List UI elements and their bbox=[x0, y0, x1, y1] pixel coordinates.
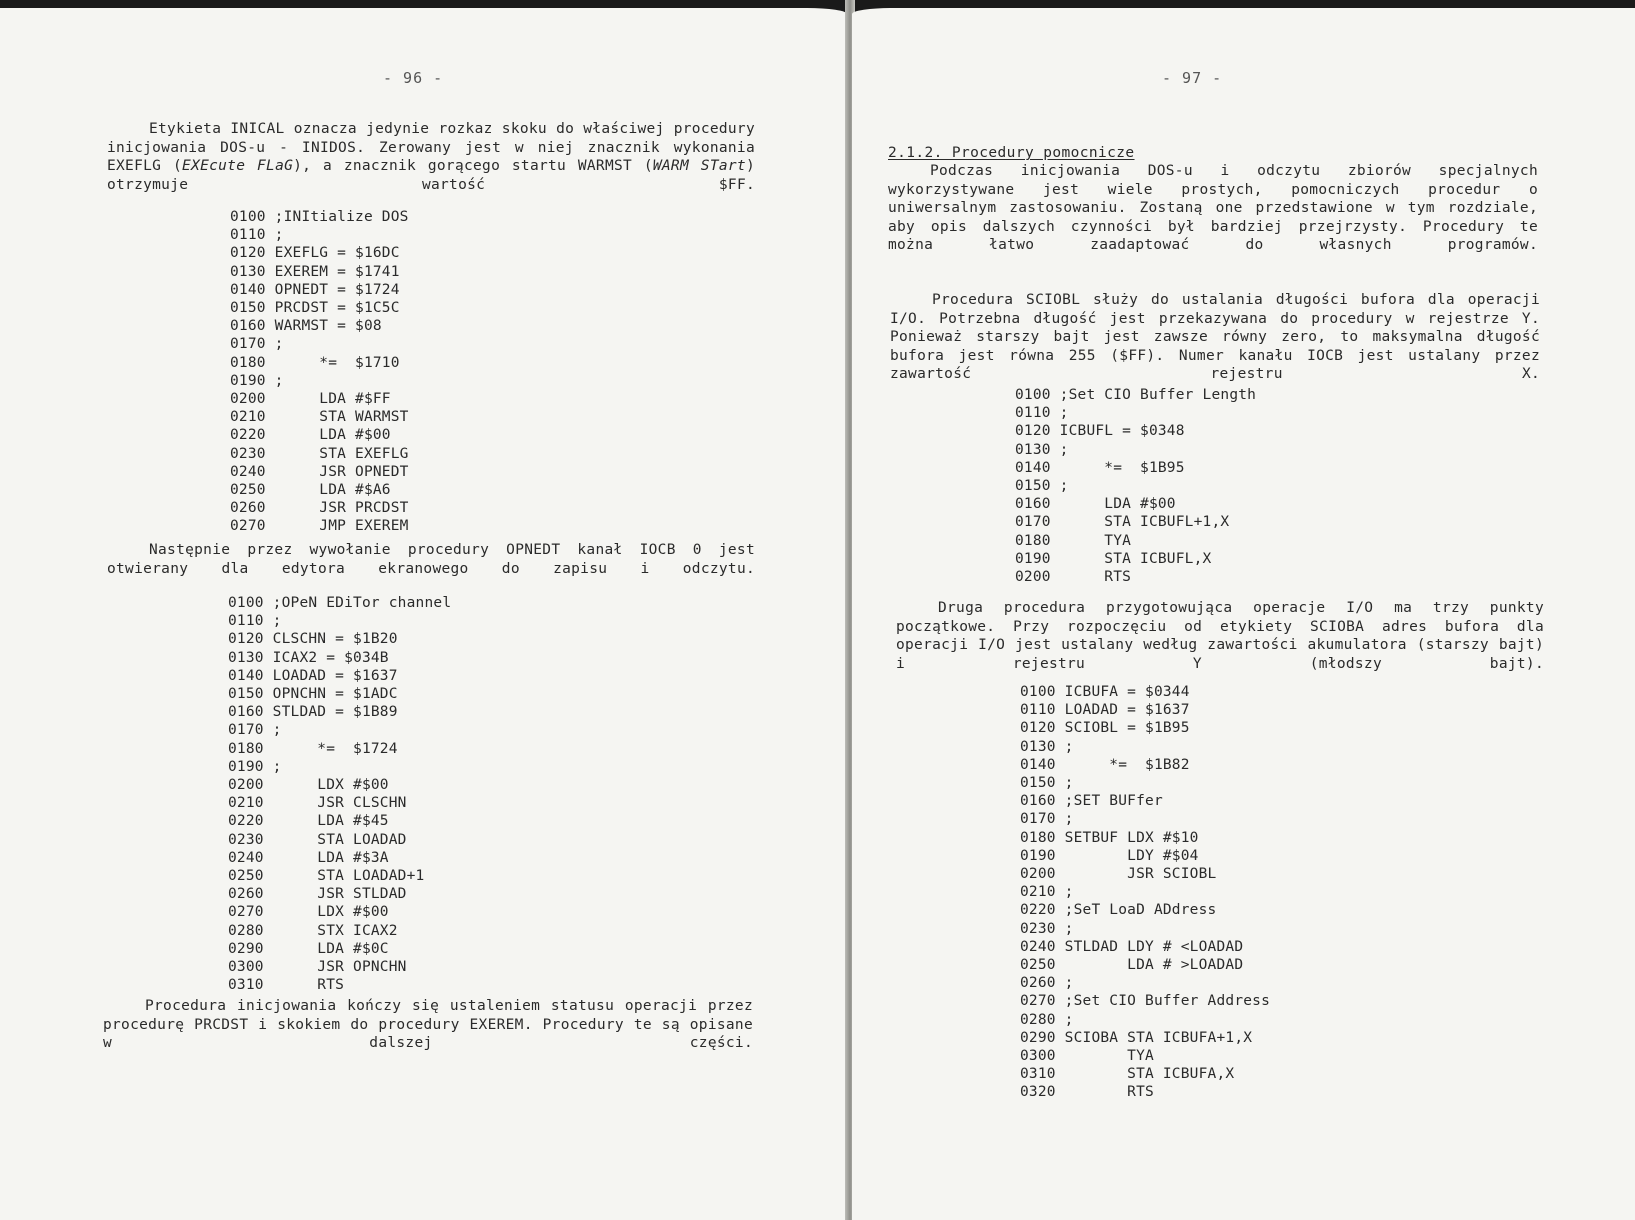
code-line: 0240 LDA #$3A bbox=[228, 849, 389, 866]
page-number-96: - 96 - bbox=[383, 69, 444, 87]
mid-text: Następnie przez wywołanie procedury OPNEDT kanał IOCB 0 jest otwierany dla edytora ekranowego do zapisu i odczytu. bbox=[107, 542, 755, 577]
code-line: 0270 LDX #$00 bbox=[228, 904, 389, 921]
code-line: 0280 ; bbox=[1020, 1011, 1074, 1028]
code-line: 0180 *= $1724 bbox=[228, 740, 398, 757]
code-line: 0140 OPNEDT = $1724 bbox=[230, 281, 400, 298]
code-line: 0270 JMP EXEREM bbox=[230, 518, 409, 535]
code-line: 0180 SETBUF LDX #$10 bbox=[1020, 829, 1199, 846]
mid-paragraph bbox=[107, 541, 755, 578]
code-line: 0130 ; bbox=[1020, 738, 1074, 755]
intro-emphasis-1: EXEcute FLaG bbox=[182, 158, 294, 175]
code-line: 0150 OPNCHN = $1ADC bbox=[228, 686, 398, 703]
code-line: 0310 RTS bbox=[228, 977, 345, 994]
code-line: 0260 ; bbox=[1020, 975, 1074, 992]
code-line: 0160 STLDAD = $1B89 bbox=[228, 704, 398, 721]
code-line: 0260 JSR STLDAD bbox=[228, 886, 407, 903]
code-line: 0200 JSR SCIOBL bbox=[1020, 866, 1217, 883]
code-line: 0130 ; bbox=[1015, 441, 1069, 458]
code-listing-open-editor bbox=[228, 594, 451, 994]
para1-text: Podczas inicjowania DOS-u i odczytu zbiorów specjalnych wykorzystywane jest wiele prostych, pomocniczych procedur o uniwersalnym zastosowaniu. Zostaną one przedstawione w tym rozdziale, aby opis dalszych czynności był bardziej przejrzysty. Procedury te można łatwo zaadaptować do własnych programów. bbox=[888, 163, 1538, 254]
code-line: 0100 ICBUFA = $0344 bbox=[1020, 684, 1190, 700]
code-line: 0230 ; bbox=[1020, 920, 1074, 937]
code-line: 0140 *= $1B82 bbox=[1020, 756, 1190, 773]
code-line: 0120 CLSCHN = $1B20 bbox=[228, 631, 398, 648]
code-line: 0120 EXEFLG = $16DC bbox=[230, 245, 400, 262]
code-listing-set-buffer bbox=[1020, 683, 1270, 1102]
code-line: 0300 JSR OPNCHN bbox=[228, 959, 407, 976]
code-line: 0230 STA EXEFLG bbox=[230, 445, 409, 462]
code-listing-set-cio-buffer-length bbox=[1015, 386, 1256, 586]
code-line: 0250 STA LOADAD+1 bbox=[228, 868, 425, 885]
page-number-97: - 97 - bbox=[1162, 69, 1223, 87]
intro-paragraph bbox=[107, 120, 755, 194]
code-line: 0180 *= $1710 bbox=[230, 354, 400, 371]
paragraph-procedures-intro bbox=[888, 162, 1538, 255]
intro-emphasis-2: WARM STart bbox=[652, 158, 746, 175]
code-line: 0290 LDA #$0C bbox=[228, 940, 389, 957]
code-line: 0170 ; bbox=[230, 336, 284, 353]
code-line: 0170 ; bbox=[1020, 811, 1074, 828]
code-line: 0140 LOADAD = $1637 bbox=[228, 667, 398, 684]
code-line: 0220 LDA #$00 bbox=[230, 427, 391, 444]
code-line: 0160 LDA #$00 bbox=[1015, 496, 1176, 513]
code-line: 0110 ; bbox=[230, 227, 284, 244]
code-listing-initialize-dos bbox=[230, 208, 409, 536]
code-line: 0100 ;OPeN EDiTor channel bbox=[228, 595, 452, 611]
code-line: 0220 ;SeT LoaD ADdress bbox=[1020, 902, 1217, 919]
code-line: 0250 LDA # >LOADAD bbox=[1020, 957, 1244, 974]
code-line: 0320 RTS bbox=[1020, 1084, 1154, 1101]
code-line: 0100 ;INItialize DOS bbox=[230, 209, 409, 225]
code-line: 0270 ;Set CIO Buffer Address bbox=[1020, 993, 1271, 1010]
code-line: 0200 RTS bbox=[1015, 569, 1132, 586]
section-heading: 2.1.2. Procedury pomocnicze bbox=[888, 145, 1135, 161]
code-line: 0210 STA WARMST bbox=[230, 409, 409, 426]
intro-text-2: ), a znacznik gorącego startu WARMST ( bbox=[293, 158, 653, 175]
code-line: 0220 LDA #$45 bbox=[228, 813, 389, 830]
code-line: 0150 ; bbox=[1015, 478, 1069, 495]
code-line: 0130 EXEREM = $1741 bbox=[230, 263, 400, 280]
code-line: 0240 JSR OPNEDT bbox=[230, 463, 409, 480]
code-line: 0120 ICBUFL = $0348 bbox=[1015, 423, 1185, 440]
code-line: 0130 ICAX2 = $034B bbox=[228, 649, 389, 666]
end-text: Procedura inicjowania kończy się ustaleniem statusu operacji przez procedurę PRCDST i skokiem do procedury EXEREM. Procedury te są opisane w dalszej części. bbox=[103, 998, 753, 1052]
end-paragraph bbox=[103, 997, 753, 1053]
code-line: 0310 STA ICBUFA,X bbox=[1020, 1066, 1235, 1083]
code-line: 0190 ; bbox=[228, 758, 282, 775]
code-line: 0300 TYA bbox=[1020, 1048, 1154, 1065]
code-line: 0250 LDA #$A6 bbox=[230, 482, 391, 499]
intro-text-3: ) otrzymuje wartość $FF. bbox=[107, 158, 755, 193]
intro-text-1: Etykieta INICAL oznacza jedynie rozkaz skoku do właściwej procedury inicjowania DOS-u - INIDOS. Zerowany jest w niej znacznik wykonania EXEFLG ( bbox=[107, 121, 755, 175]
code-line: 0240 STLDAD LDY # <LOADAD bbox=[1020, 938, 1244, 955]
paragraph-scioba bbox=[896, 599, 1544, 673]
code-line: 0170 STA ICBUFL+1,X bbox=[1015, 514, 1230, 531]
code-line: 0100 ;Set CIO Buffer Length bbox=[1015, 387, 1257, 403]
para3-text: Druga procedura przygotowująca operacje I/O ma trzy punkty początkowe. Przy rozpoczęciu od etykiety SCIOBA adres bufora dla operacji I/O jest ustalany według zawartości akumulatora (starszy bajt) i rejestru Y (młodszy bajt). bbox=[896, 600, 1544, 672]
code-line: 0160 ;SET BUFfer bbox=[1020, 793, 1163, 810]
code-line: 0110 LOADAD = $1637 bbox=[1020, 702, 1190, 719]
code-line: 0200 LDX #$00 bbox=[228, 777, 389, 794]
code-line: 0190 LDY #$04 bbox=[1020, 847, 1199, 864]
code-line: 0280 STX ICAX2 bbox=[228, 922, 398, 939]
code-line: 0290 SCIOBA STA ICBUFA+1,X bbox=[1020, 1029, 1253, 1046]
code-line: 0200 LDA #$FF bbox=[230, 391, 391, 408]
code-line: 0120 SCIOBL = $1B95 bbox=[1020, 720, 1190, 737]
code-line: 0190 STA ICBUFL,X bbox=[1015, 550, 1212, 567]
code-line: 0110 ; bbox=[228, 613, 282, 630]
code-line: 0260 JSR PRCDST bbox=[230, 500, 409, 517]
left-page bbox=[0, 8, 847, 1220]
code-line: 0110 ; bbox=[1015, 405, 1069, 422]
code-line: 0160 WARMST = $08 bbox=[230, 318, 382, 335]
code-line: 0230 STA LOADAD bbox=[228, 831, 407, 848]
code-line: 0140 *= $1B95 bbox=[1015, 459, 1185, 476]
paragraph-sciobl bbox=[890, 291, 1540, 384]
para2-text: Procedura SCIOBL służy do ustalania długości bufora dla operacji I/O. Potrzebna długość jest przekazywana do procedury w rejestrze Y. Ponieważ starszy bajt jest zawsze równy zero, to maksymalna długość bufora jest równa 255 ($FF). Numer kanału IOCB jest ustalany przez zawartość rejestru X. bbox=[890, 292, 1540, 383]
code-line: 0190 ; bbox=[230, 372, 284, 389]
code-line: 0150 ; bbox=[1020, 775, 1074, 792]
code-line: 0180 TYA bbox=[1015, 532, 1132, 549]
code-line: 0210 JSR CLSCHN bbox=[228, 795, 407, 812]
code-line: 0150 PRCDST = $1C5C bbox=[230, 300, 400, 317]
code-line: 0210 ; bbox=[1020, 884, 1074, 901]
code-line: 0170 ; bbox=[228, 722, 282, 739]
right-page bbox=[852, 8, 1635, 1220]
